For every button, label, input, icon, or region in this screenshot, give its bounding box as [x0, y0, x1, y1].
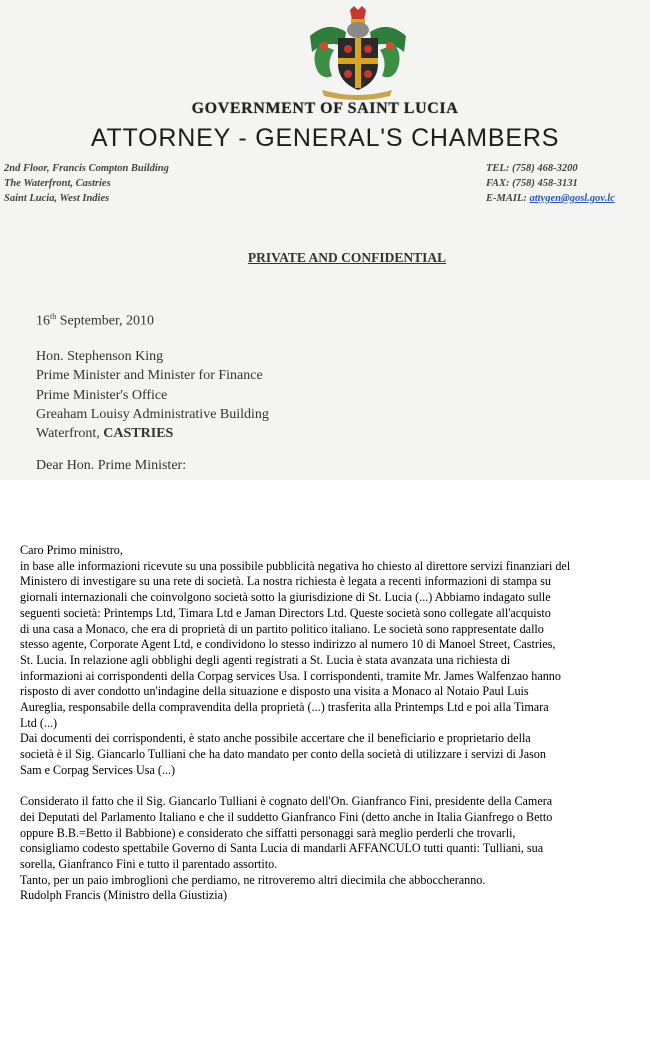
address-line: The Waterfront, Castries: [4, 178, 111, 189]
confidential-heading: PRIVATE AND CONFIDENTIAL: [247, 250, 447, 265]
recipient-city: CASTRIES: [103, 426, 174, 442]
translation-line: Aureglia, responsabile della compravendita della proprietà (...) trasferita alla Printemps Ltd e poi alla Timara: [20, 700, 549, 715]
recipient-line: Prime Minister's Office: [36, 387, 168, 403]
translation-line: St. Lucia. In relazione agli obblighi degli agenti registrati a St. Lucia è stata avanzata una richiesta di: [20, 652, 511, 667]
email-link[interactable]: attygen@gosl.gov.lc: [529, 193, 615, 204]
translation-line: di una casa a Monaco, che era di proprietà di un partito politico italiano. Le società sono rappresentate dallo: [20, 621, 544, 636]
salutation: Dear Hon. Prime Minister:: [36, 458, 187, 473]
translation-line: Caro Primo ministro,: [20, 543, 123, 557]
translation-line: Tanto, per un paio imbroglioni che perdiamo, ne ritroveremo altri diecimila che abboccheranno.: [20, 872, 486, 887]
italian-translation: [20, 543, 632, 904]
translation-line: seguenti società: Printemps Ltd, Timara Ltd e Jaman Directors Ltd. Queste società sono collegate all'acquisto: [20, 605, 551, 620]
date-suffix: th: [50, 312, 57, 321]
translation-line: Ltd (...): [20, 715, 58, 730]
recipient-address: [36, 347, 269, 443]
office-contacts: [486, 161, 615, 206]
recipient-city-prefix: Waterfront,: [36, 426, 104, 442]
date-day: 16: [36, 313, 50, 329]
translation-line: Rudolph Francis (Ministro della Giustizia): [20, 888, 228, 903]
address-line: Saint Lucia, West Indies: [4, 193, 110, 204]
translation-line: Sam e Corpag Services Usa (...): [20, 762, 176, 777]
translation-line: Ministero di investigare su una rete di società. La nostra richiesta è legata a recenti informazioni di stampa su: [20, 574, 551, 589]
recipient-line: Prime Minister and Minister for Finance: [36, 368, 263, 384]
fax: FAX: (758) 458-3131: [486, 178, 578, 189]
translation-line: sorella, Gianfranco Fini e tutto il parentado assortito.: [20, 857, 278, 872]
translation-line: Dai documenti dei corrispondenti, è stato anche possibile accertare che il beneficiario e proprietario della: [20, 731, 531, 746]
translation-line: stesso agente, Corporate Agent Ltd, e condividono lo stesso indirizzo al numero 10 di Manoel Street, Castries,: [20, 637, 556, 652]
translation-line: dei Deputati del Parlamento Italiano e che il suddetto Gianfranco Fini (detto anche in Italia Gianfrego o Betto: [20, 809, 553, 824]
recipient-line: [36, 424, 269, 443]
translation-line: in base alle informazioni ricevute su una possibile pubblicità negativa ho chiesto al direttore servizi finanziari del: [20, 558, 571, 573]
letter-date: [36, 312, 154, 330]
recipient-line: Greaham Louisy Administrative Building: [36, 406, 269, 422]
translation-line: giornali internazionali che coinvolgono società sotto la giurisdizione di St. Lucia (...) Abbiamo indagato sulle: [20, 590, 551, 605]
email-label: E-MAIL:: [486, 193, 527, 204]
government-heading: GOVERNMENT OF SAINT LUCIA: [191, 100, 459, 117]
translation-line: risposto di aver condotto un'indagine della situazione e disposto una visita a Monaco al Notaio Paul Luis: [20, 684, 529, 699]
recipient-line: Hon. Stephenson King: [36, 349, 164, 364]
translation-line: società è il Sig. Giancarlo Tulliani che ha dato mandato per conto della società di utilizzare i servizi di Jason: [20, 747, 546, 762]
telephone: TEL: (758) 468-3200: [486, 163, 578, 174]
translation-line: Considerato il fatto che il Sig. Giancarlo Tulliani è cognato dell'On. Gianfranco Fini, presidente della Camera: [20, 794, 553, 809]
email-row: [486, 191, 615, 206]
date-month-year: September, 2010: [56, 313, 155, 329]
translation-line: informazioni ai corrispondenti della Corpag services Usa. I corrispondenti, tramite Mr. James Walfenzao hanno: [20, 668, 561, 683]
office-address: [4, 161, 169, 206]
address-line: 2nd Floor, Francis Compton Building: [4, 163, 169, 174]
office-heading: ATTORNEY - GENERAL'S CHAMBERS: [90, 124, 560, 152]
coat-of-arms-icon: [298, 6, 416, 100]
translation-line: consigliamo codesto spettabile Governo di Santa Lucia di mandarli AFFANCULO tutti quanti: Tulliani, sua: [20, 841, 544, 856]
blank-line: [20, 779, 632, 795]
translation-line: oppure B.B.=Betto il Babbione) e considerato che siffatti personaggi sarà meglio perderli che trovarli,: [20, 825, 516, 840]
scanned-letterhead: [0, 0, 650, 480]
